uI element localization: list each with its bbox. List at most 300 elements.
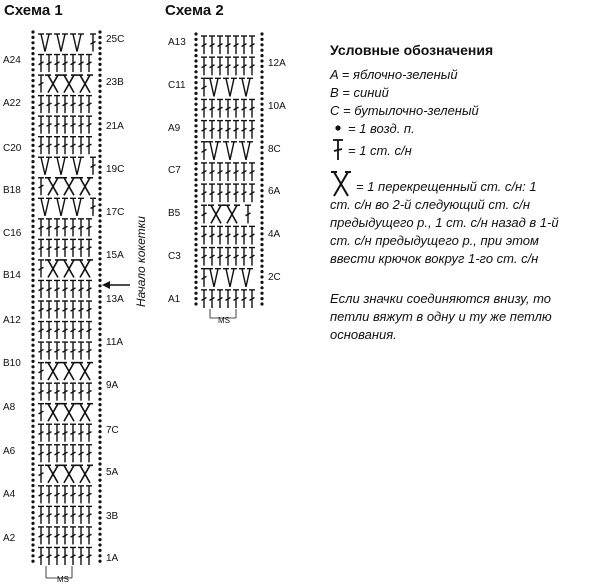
row-label: 25C <box>106 34 125 45</box>
chain-dot <box>31 371 34 374</box>
chain-dot <box>98 473 101 476</box>
chain-dot <box>260 211 263 214</box>
chain-dot <box>98 489 101 492</box>
v-stitch-symbol <box>207 142 221 160</box>
dc-symbol <box>46 547 52 565</box>
chain-dot <box>31 392 34 395</box>
chain-dot <box>194 43 197 46</box>
chain-dot <box>98 209 101 212</box>
dc-symbol <box>54 527 60 545</box>
crossed-dc-symbol <box>61 75 77 93</box>
v-stitch-symbol <box>239 78 253 96</box>
chain-dot <box>31 516 34 519</box>
chain-dot <box>31 338 34 341</box>
legend-cross-text: ввести крючок вокруг 1-го ст. с/н <box>330 251 539 266</box>
dc-symbol <box>70 116 76 134</box>
dc-symbol <box>209 226 215 244</box>
dc-symbol <box>62 527 68 545</box>
chain-dot <box>31 419 34 422</box>
chain-dot <box>31 290 34 293</box>
chain-dot <box>194 227 197 230</box>
chain-dot <box>98 165 101 168</box>
chain-dot <box>31 198 34 201</box>
dc-symbol <box>201 78 207 96</box>
chain-dot <box>98 533 101 536</box>
chain-dot <box>31 246 34 249</box>
dc-symbol <box>78 55 84 73</box>
chain-dot <box>31 182 34 185</box>
dc-symbol <box>225 184 231 202</box>
chain-dot <box>260 200 263 203</box>
chain-dot <box>31 30 34 33</box>
crossed-dc-symbol <box>61 404 77 422</box>
chain-dot <box>98 344 101 347</box>
crossed-dc-symbol <box>77 260 93 278</box>
dc-symbol <box>38 137 44 155</box>
chain-dot <box>194 205 197 208</box>
chain-dot <box>98 284 101 287</box>
chain-dot <box>98 187 101 190</box>
dc-symbol <box>78 322 84 340</box>
chain-dot <box>260 76 263 79</box>
dc-symbol <box>46 55 52 73</box>
chain-dot <box>260 81 263 84</box>
scheme1-ms-label: MS <box>57 575 69 584</box>
chain-dot <box>31 214 34 217</box>
dc-symbol <box>233 121 239 139</box>
chain-dot <box>31 533 34 536</box>
dc-symbol <box>233 99 239 117</box>
chain-dot <box>31 360 34 363</box>
chain-dot <box>194 184 197 187</box>
dc-symbol <box>46 322 52 340</box>
row-label: A6 <box>3 446 16 457</box>
chain-dot <box>98 360 101 363</box>
dc-symbol <box>201 99 207 117</box>
chain-dot <box>98 354 101 357</box>
chain-dot <box>31 101 34 104</box>
chain-dot <box>194 86 197 89</box>
dc-symbol <box>201 36 207 54</box>
chain-dot <box>98 138 101 141</box>
dc-symbol <box>90 34 96 52</box>
chain-dot <box>98 538 101 541</box>
row-label: 15A <box>106 250 124 261</box>
chain-dot <box>98 252 101 255</box>
dc-symbol <box>46 301 52 319</box>
dc-symbol <box>201 121 207 139</box>
chain-dot <box>31 457 34 460</box>
dc-symbol <box>201 205 207 223</box>
crossed-dc-symbol <box>208 205 224 223</box>
dc-symbol <box>86 486 92 504</box>
chain-dot <box>31 311 34 314</box>
crossed-dc-symbol <box>77 465 93 483</box>
chain-dot <box>98 408 101 411</box>
chain-dot <box>260 194 263 197</box>
dc-symbol <box>201 57 207 75</box>
chain-dot <box>31 306 34 309</box>
chain-dot <box>31 74 34 77</box>
chain-dot <box>260 49 263 52</box>
legend-crossed-symbol <box>331 172 351 196</box>
chain-dot <box>98 263 101 266</box>
chain-dot <box>31 560 34 563</box>
chain-dot <box>260 286 263 289</box>
dc-symbol <box>209 57 215 75</box>
chain-dot <box>31 554 34 557</box>
dc-symbol <box>38 424 44 442</box>
dc-symbol <box>217 226 223 244</box>
dc-symbol <box>209 184 215 202</box>
dc-symbol <box>78 280 84 298</box>
dc-symbol <box>201 142 207 160</box>
chain-dot <box>194 59 197 62</box>
crossed-dc-symbol <box>61 178 77 196</box>
chain-dot <box>260 43 263 46</box>
chain-dot <box>31 111 34 114</box>
chain-dot <box>31 241 34 244</box>
chain-dot <box>98 387 101 390</box>
row-label: A24 <box>3 55 21 66</box>
chain-dot <box>194 146 197 149</box>
chain-dot <box>260 281 263 284</box>
chain-dot <box>194 173 197 176</box>
row-label: 3B <box>106 511 119 522</box>
row-label: C11 <box>168 80 186 91</box>
dc-symbol <box>38 465 44 483</box>
crossed-dc-symbol <box>77 178 93 196</box>
dc-symbol <box>249 248 255 266</box>
chain-dot <box>260 86 263 89</box>
chain-dot <box>31 462 34 465</box>
dc-symbol <box>70 383 76 401</box>
row-label: 12A <box>268 58 286 69</box>
dc-symbol <box>78 445 84 463</box>
dc-symbol <box>241 248 247 266</box>
dc-symbol <box>46 506 52 524</box>
dc-symbol <box>86 280 92 298</box>
chain-dot <box>260 65 263 68</box>
chain-dot <box>194 92 197 95</box>
chain-dot <box>31 484 34 487</box>
dc-symbol <box>225 99 231 117</box>
chain-dot <box>260 232 263 235</box>
legend-color-a: A = яблочно-зеленый <box>330 67 458 82</box>
chain-dot <box>31 176 34 179</box>
chain-dot <box>31 90 34 93</box>
chain-dot <box>194 232 197 235</box>
chain-dot <box>31 47 34 50</box>
dc-symbol <box>241 184 247 202</box>
v-stitch-symbol <box>239 269 253 287</box>
chain-dot <box>194 211 197 214</box>
chain-dot <box>98 295 101 298</box>
chain-dot <box>31 495 34 498</box>
dc-symbol <box>86 219 92 237</box>
dc-symbol <box>249 36 255 54</box>
v-stitch-symbol <box>54 34 68 52</box>
dc-symbol <box>217 248 223 266</box>
dc-symbol <box>233 290 239 308</box>
dc-symbol <box>225 36 231 54</box>
chain-dot <box>260 103 263 106</box>
chain-dot <box>194 32 197 35</box>
dc-symbol <box>241 226 247 244</box>
chain-dot <box>260 32 263 35</box>
crossed-dc-symbol <box>45 363 61 381</box>
chain-dot <box>260 151 263 154</box>
chain-dot <box>31 273 34 276</box>
dc-symbol <box>90 198 96 216</box>
dc-symbol <box>62 239 68 257</box>
chain-dot <box>31 68 34 71</box>
chain-dot <box>194 281 197 284</box>
dc-symbol <box>233 57 239 75</box>
dc-symbol <box>209 121 215 139</box>
chain-dot <box>260 140 263 143</box>
dc-symbol <box>54 486 60 504</box>
dc-symbol <box>46 383 52 401</box>
crossed-dc-symbol <box>224 205 240 223</box>
row-label: 9A <box>106 380 119 391</box>
dc-symbol <box>241 290 247 308</box>
chain-dot <box>98 446 101 449</box>
chain-dot <box>260 162 263 165</box>
dc-symbol <box>70 137 76 155</box>
dc-symbol <box>217 99 223 117</box>
chain-dot <box>31 522 34 525</box>
chain-dot <box>31 268 34 271</box>
dc-symbol <box>38 506 44 524</box>
dc-symbol <box>38 219 44 237</box>
dc-symbol <box>70 547 76 565</box>
chain-dot <box>98 398 101 401</box>
chain-dot <box>31 500 34 503</box>
chain-dot <box>260 302 263 305</box>
legend-cross-text: = 1 перекрещенный ст. с/н: 1 <box>356 179 537 194</box>
dc-symbol <box>233 36 239 54</box>
chain-dot <box>194 292 197 295</box>
dc-symbol <box>78 506 84 524</box>
chain-dot <box>31 506 34 509</box>
v-stitch-symbol <box>207 269 221 287</box>
dc-symbol <box>225 57 231 75</box>
chain-dot <box>98 160 101 163</box>
dc-symbol <box>54 116 60 134</box>
chain-dot <box>31 138 34 141</box>
row-label: 4A <box>268 229 281 240</box>
chain-dot <box>31 117 34 120</box>
chain-dot <box>98 198 101 201</box>
chain-dot <box>31 387 34 390</box>
chain-dot <box>194 157 197 160</box>
v-stitch-symbol <box>38 34 52 52</box>
dc-symbol <box>217 57 223 75</box>
dc-symbol <box>54 322 60 340</box>
v-stitch-symbol <box>207 78 221 96</box>
chain-dot <box>98 149 101 152</box>
row-label: A4 <box>3 489 16 500</box>
chain-dot <box>194 189 197 192</box>
chain-dot <box>31 165 34 168</box>
dc-symbol <box>225 248 231 266</box>
chain-dot <box>98 543 101 546</box>
chain-dot <box>31 435 34 438</box>
chain-dot <box>31 106 34 109</box>
chain-dot <box>31 160 34 163</box>
dc-symbol <box>62 342 68 360</box>
chain-dot <box>194 151 197 154</box>
chain-dot <box>98 327 101 330</box>
v-stitch-symbol <box>70 198 84 216</box>
dc-symbol <box>38 547 44 565</box>
dc-symbol <box>249 121 255 139</box>
v-stitch-symbol <box>239 142 253 160</box>
chain-dot <box>260 292 263 295</box>
chain-dot <box>260 297 263 300</box>
chain-dot <box>260 248 263 251</box>
chain-dot <box>98 452 101 455</box>
dc-symbol <box>78 239 84 257</box>
row-label: C3 <box>168 251 181 262</box>
chain-dot <box>98 246 101 249</box>
row-label: 23B <box>106 77 124 88</box>
chain-dot <box>98 117 101 120</box>
chain-dot <box>260 216 263 219</box>
row-label: 8C <box>268 144 281 155</box>
chain-dot <box>98 414 101 417</box>
chain-dot <box>31 187 34 190</box>
dc-symbol <box>54 547 60 565</box>
chain-dot <box>98 365 101 368</box>
chain-dot <box>194 103 197 106</box>
chain-dot <box>98 36 101 39</box>
chain-dot <box>31 263 34 266</box>
dc-symbol <box>86 55 92 73</box>
crossed-dc-symbol <box>45 260 61 278</box>
chain-dot <box>194 216 197 219</box>
chain-dot <box>260 173 263 176</box>
dc-symbol <box>78 301 84 319</box>
dc-symbol <box>86 527 92 545</box>
dc-symbol <box>209 248 215 266</box>
chain-dot <box>31 192 34 195</box>
dc-symbol <box>86 445 92 463</box>
legend-cross-text: предыдущего р., 1 ст. с/н назад в 1-й <box>330 215 559 230</box>
chain-dot <box>31 52 34 55</box>
v-stitch-symbol <box>38 157 52 175</box>
chain-dot <box>31 230 34 233</box>
chain-dot <box>98 500 101 503</box>
chain-dot <box>31 414 34 417</box>
chain-dot <box>194 119 197 122</box>
chain-dot <box>31 376 34 379</box>
chain-dot <box>31 468 34 471</box>
row-label: 2C <box>268 272 281 283</box>
chain-dot <box>98 549 101 552</box>
chain-dot <box>98 392 101 395</box>
chain-dot <box>98 462 101 465</box>
chain-dot <box>194 76 197 79</box>
dc-symbol <box>225 290 231 308</box>
chain-dot <box>260 227 263 230</box>
dc-symbol <box>86 383 92 401</box>
row-label: 21A <box>106 121 124 132</box>
chain-dot <box>194 81 197 84</box>
dc-symbol <box>38 445 44 463</box>
chain-dot <box>194 167 197 170</box>
dc-symbol <box>38 363 44 381</box>
crossed-dc-symbol <box>77 363 93 381</box>
chain-dot <box>98 95 101 98</box>
legend-title: Условные обозначения <box>330 42 494 58</box>
chain-dot <box>194 238 197 241</box>
crossed-dc-symbol <box>45 404 61 422</box>
chain-dot <box>260 238 263 241</box>
chain-dot <box>194 113 197 116</box>
dc-symbol <box>86 506 92 524</box>
dc-symbol <box>78 383 84 401</box>
dc-symbol <box>38 96 44 114</box>
row-label: A2 <box>3 533 16 544</box>
dc-symbol <box>62 547 68 565</box>
chain-dot <box>98 381 101 384</box>
chain-dot <box>98 225 101 228</box>
chain-dot <box>98 273 101 276</box>
legend-note: Если значки соединяются внизу, то <box>330 291 551 306</box>
dc-symbol <box>54 219 60 237</box>
dc-symbol <box>46 527 52 545</box>
chain-dot <box>98 441 101 444</box>
v-stitch-symbol <box>70 157 84 175</box>
dc-symbol <box>54 239 60 257</box>
scheme1-title: Схема 1 <box>4 2 63 19</box>
legend-color-b: B = синий <box>330 85 389 100</box>
dc-symbol <box>209 290 215 308</box>
dc-symbol <box>38 178 44 196</box>
chain-dot <box>31 144 34 147</box>
dc-symbol <box>38 322 44 340</box>
dc-symbol <box>70 445 76 463</box>
chain-dot <box>98 457 101 460</box>
dc-symbol <box>78 116 84 134</box>
chain-dot <box>31 322 34 325</box>
dc-symbol <box>241 36 247 54</box>
chain-dot <box>31 252 34 255</box>
row-label: B18 <box>3 185 21 196</box>
chain-dot <box>194 54 197 57</box>
crossed-dc-symbol <box>45 75 61 93</box>
row-label: C16 <box>3 228 22 239</box>
dc-symbol <box>249 163 255 181</box>
chain-dot <box>31 63 34 66</box>
chain-dot <box>98 511 101 514</box>
dc-symbol <box>54 424 60 442</box>
chain-dot <box>98 290 101 293</box>
row-label: B10 <box>3 358 21 369</box>
dc-symbol <box>249 290 255 308</box>
dc-symbol <box>86 547 92 565</box>
dc-symbol <box>54 506 60 524</box>
dc-symbol <box>46 239 52 257</box>
crossed-dc-symbol <box>77 404 93 422</box>
v-stitch-symbol <box>38 198 52 216</box>
dc-symbol <box>38 342 44 360</box>
chain-dot <box>31 95 34 98</box>
dc-symbol <box>86 116 92 134</box>
chain-dot <box>194 254 197 257</box>
